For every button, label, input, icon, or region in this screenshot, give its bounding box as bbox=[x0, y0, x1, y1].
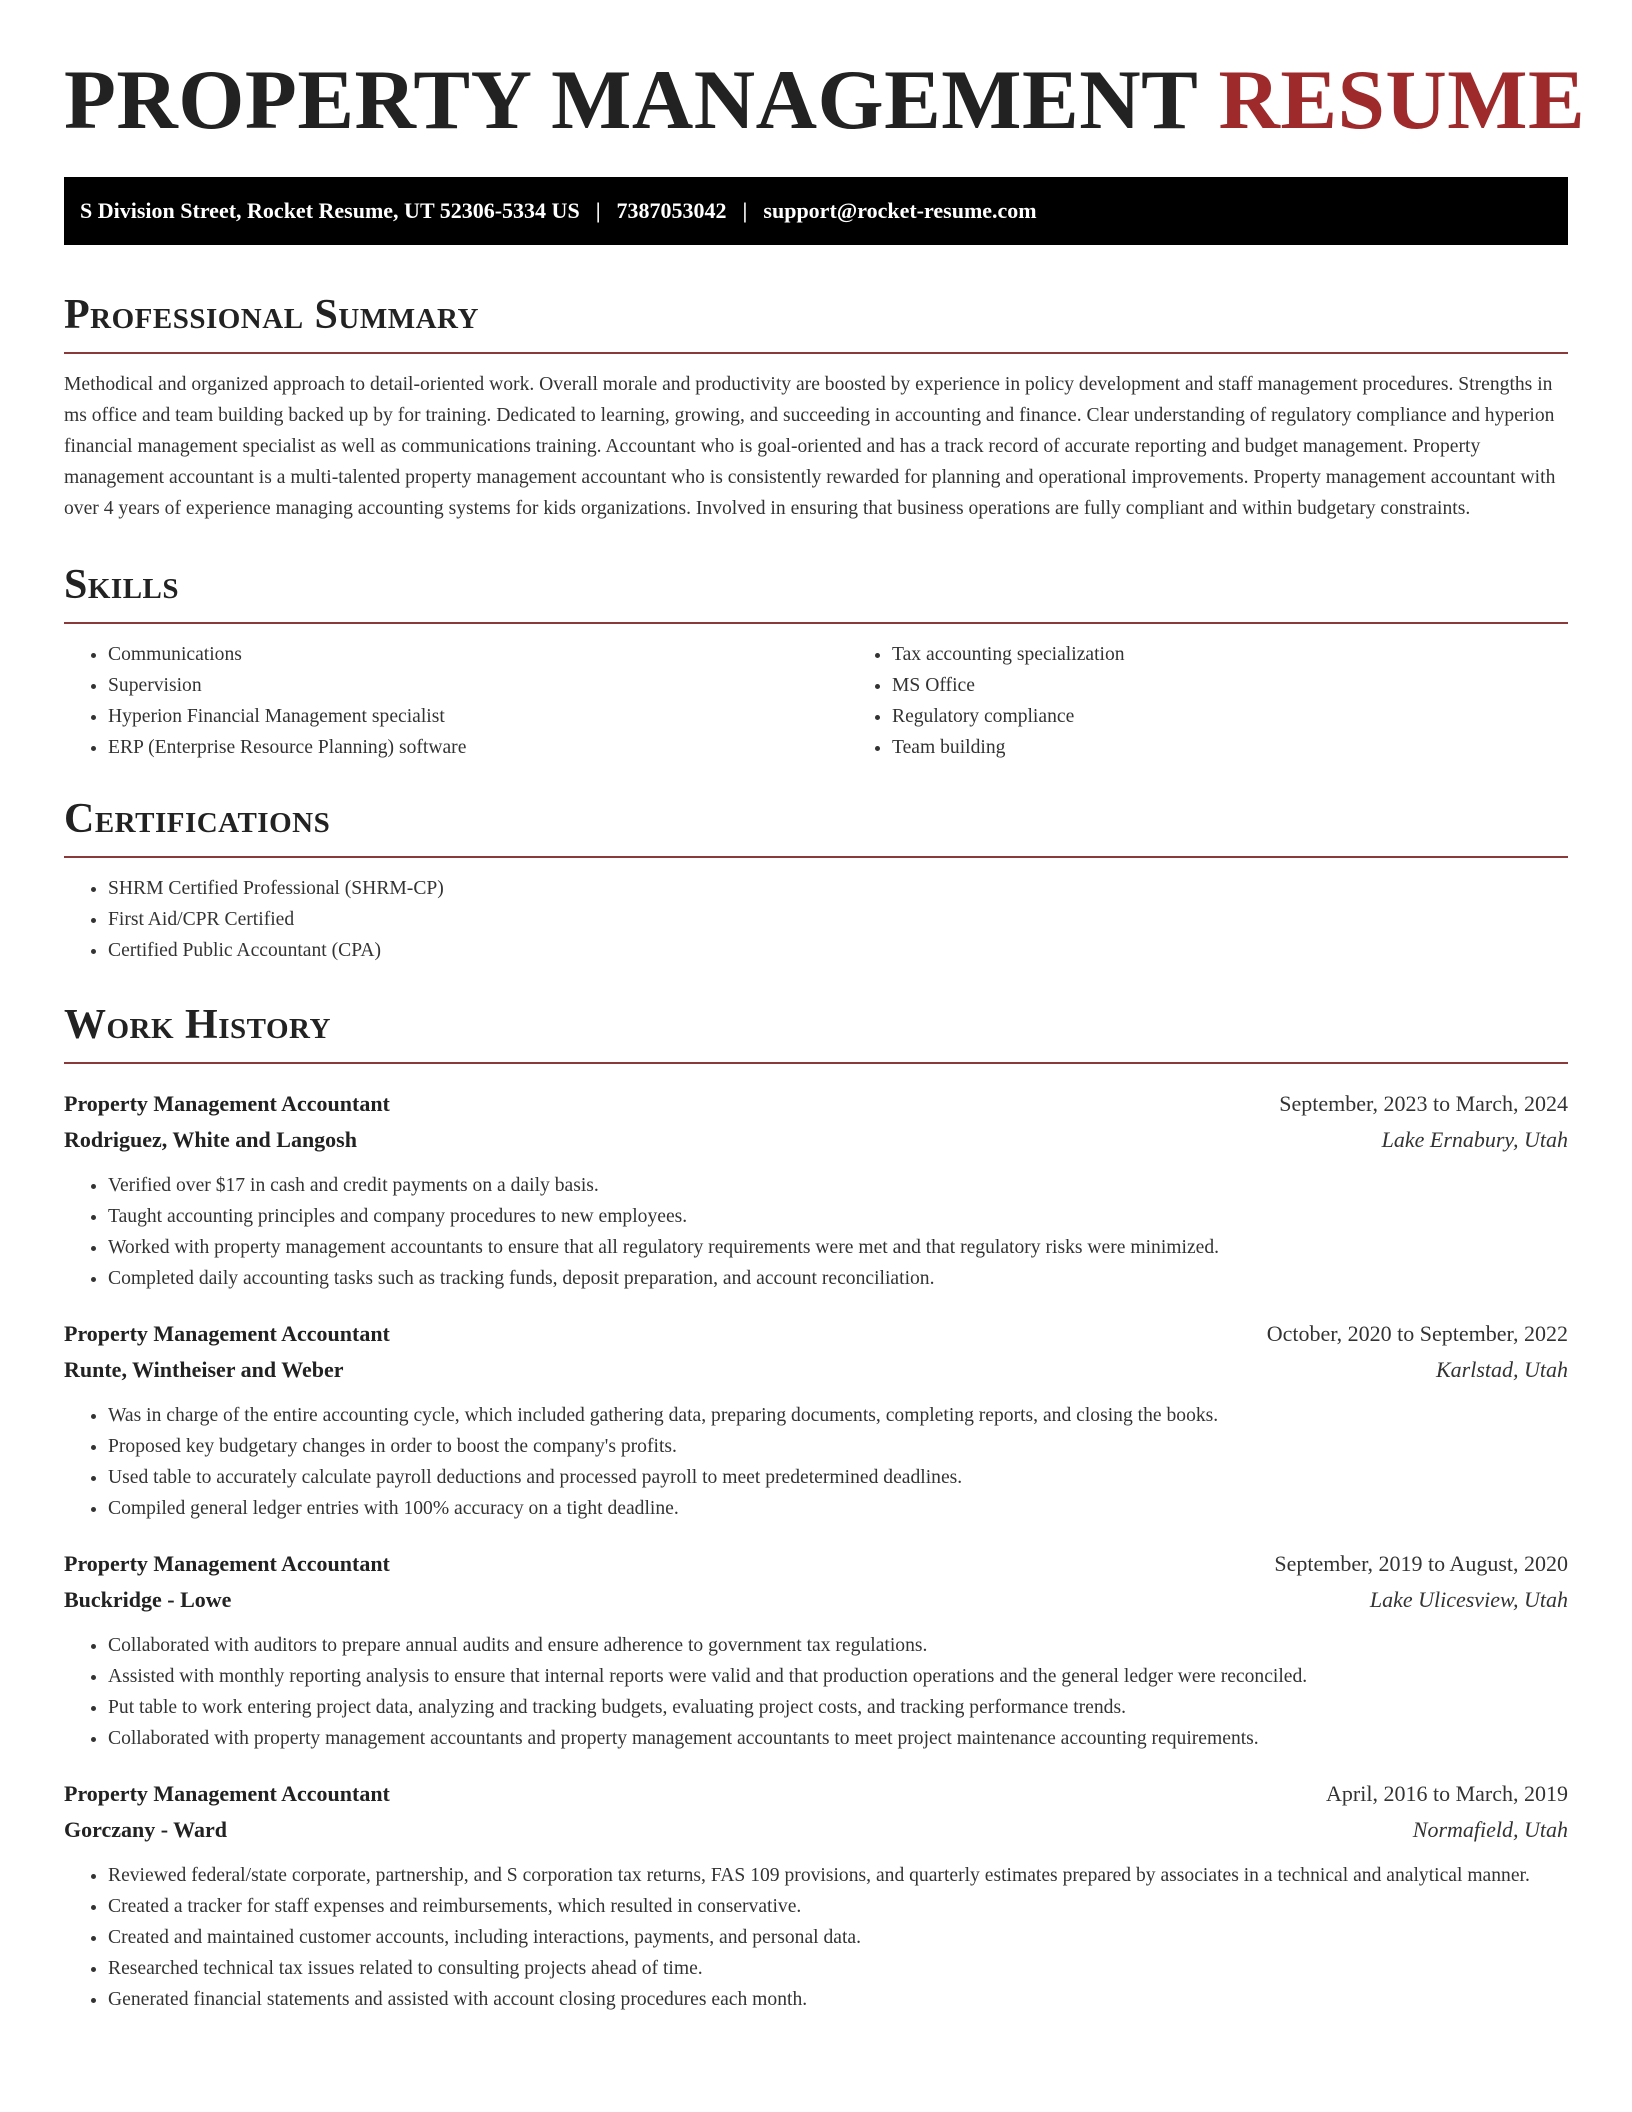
job-bullet: • Used table to accurately calculate payroll deductions and processed payroll to meet predetermined deadlines. bbox=[108, 1462, 1568, 1493]
job-entry bbox=[64, 1086, 1568, 1294]
section-divider bbox=[64, 622, 1568, 624]
certification-item: • SHRM Certified Professional (SHRM-CP) bbox=[108, 873, 1568, 904]
job-bullet: • Proposed key budgetary changes in order to boost the company's profits. bbox=[108, 1431, 1568, 1462]
contact-phone: 7387053042 bbox=[616, 198, 727, 223]
job-bullet: • Created a tracker for staff expenses and reimbursements, which resulted in conservative. bbox=[108, 1891, 1568, 1922]
title-accent: RESUME bbox=[1218, 53, 1586, 147]
contact-address: S Division Street, Rocket Resume, UT 52306-5334 US bbox=[80, 198, 580, 223]
job-bullet: • Collaborated with property management accountants and property management accountants to meet project maintenance accounting requirements. bbox=[108, 1723, 1568, 1754]
summary-text: Methodical and organized approach to detail-oriented work. Overall morale and productivity are boosted by experience in policy development and staff management procedures. Strengths in ms office and team building backed up by for training. Dedicated to learning, growing, and succeeding in accounting and finance. Clear understanding of regulatory compliance and hyperion financial management specialist as well as communications training. Accountant who is goal-oriented and has a track record of accurate reporting and budget management. Property management accountant is a multi-talented property management accountant who is consistently rewarded for planning and operational improvements. Property management accountant with over 4 years of experience managing accounting systems for kids organizations. Involved in ensuring that business operations are fully compliant and within budgetary constraints. bbox=[64, 374, 1556, 519]
job-entry bbox=[64, 1316, 1568, 1524]
skill-item: • Hyperion Financial Management specialist bbox=[108, 701, 848, 732]
skill-item: • Tax accounting specialization bbox=[892, 639, 1632, 670]
section-divider bbox=[64, 352, 1568, 354]
job-location: Lake Ulicesview, Utah bbox=[1369, 1587, 1568, 1612]
job-bullet: • Was in charge of the entire accounting cycle, which included gathering data, preparing documents, completing reports, and closing the books. bbox=[108, 1400, 1568, 1431]
job-dates: April, 2016 to March, 2019 bbox=[1326, 1781, 1568, 1806]
certification-item: • Certified Public Accountant (CPA) bbox=[108, 935, 1568, 966]
job-bullet: • Compiled general ledger entries with 100% accuracy on a tight deadline. bbox=[108, 1493, 1568, 1524]
job-location: Karlstad, Utah bbox=[1435, 1357, 1568, 1382]
job-bullet: • Created and maintained customer accounts, including interactions, payments, and personal data. bbox=[108, 1922, 1568, 1953]
job-company: Runte, Wintheiser and Weber bbox=[64, 1357, 344, 1382]
job-bullet: • Put table to work entering project data, analyzing and tracking budgets, evaluating project costs, and tracking performance trends. bbox=[108, 1692, 1568, 1723]
job-location: Lake Ernabury, Utah bbox=[1381, 1127, 1568, 1152]
job-bullets bbox=[64, 1170, 1568, 1294]
job-title: Property Management Accountant bbox=[64, 1321, 390, 1346]
job-bullet: • Taught accounting principles and company procedures to new employees. bbox=[108, 1201, 1568, 1232]
section-heading: Certifications bbox=[64, 796, 331, 842]
job-company: Gorczany - Ward bbox=[64, 1817, 227, 1842]
contact-email: support@rocket-resume.com bbox=[763, 198, 1037, 223]
job-bullet: • Assisted with monthly reporting analysis to ensure that internal reports were valid and that production operations and the general ledger were reconciled. bbox=[108, 1661, 1568, 1692]
skills-section bbox=[64, 564, 1568, 763]
certifications-list bbox=[64, 873, 1568, 966]
contact-bar bbox=[64, 177, 1568, 245]
section-divider bbox=[64, 1062, 1568, 1064]
resume-page bbox=[64, 0, 1586, 2015]
section-heading: Professional Summary bbox=[64, 292, 479, 338]
resume-title bbox=[64, 53, 1586, 147]
job-bullet: • Reviewed federal/state corporate, partnership, and S corporation tax returns, FAS 109 provisions, and quarterly estimates prepared by associates in a technical and analytical manner. bbox=[108, 1860, 1568, 1891]
skills-columns bbox=[64, 639, 1568, 763]
summary-section bbox=[64, 294, 1568, 524]
job-dates: September, 2019 to August, 2020 bbox=[1274, 1551, 1568, 1576]
skill-item: • ERP (Enterprise Resource Planning) software bbox=[108, 732, 848, 763]
job-bullet: • Verified over $17 in cash and credit payments on a daily basis. bbox=[108, 1170, 1568, 1201]
section-divider bbox=[64, 856, 1568, 858]
contact-separator: | bbox=[595, 198, 601, 223]
job-title: Property Management Accountant bbox=[64, 1551, 390, 1576]
skill-item: • Supervision bbox=[108, 670, 848, 701]
section-heading: Work History bbox=[64, 1002, 331, 1048]
skills-list-right bbox=[848, 639, 1632, 763]
job-dates: September, 2023 to March, 2024 bbox=[1279, 1091, 1568, 1116]
certification-item: • First Aid/CPR Certified bbox=[108, 904, 1568, 935]
job-bullet: • Worked with property management accountants to ensure that all regulatory requirements were met and that regulatory risks were minimized. bbox=[108, 1232, 1568, 1263]
skill-item: • MS Office bbox=[892, 670, 1632, 701]
job-company: Rodriguez, White and Langosh bbox=[64, 1127, 357, 1152]
job-bullet: • Generated financial statements and assisted with account closing procedures each month. bbox=[108, 1984, 1568, 2015]
skill-item: • Regulatory compliance bbox=[892, 701, 1632, 732]
job-bullet: • Researched technical tax issues related to consulting projects ahead of time. bbox=[108, 1953, 1568, 1984]
job-bullets bbox=[64, 1630, 1568, 1754]
job-title: Property Management Accountant bbox=[64, 1781, 390, 1806]
job-entry bbox=[64, 1776, 1568, 2015]
contact-separator: | bbox=[742, 198, 748, 223]
job-entry bbox=[64, 1546, 1568, 1754]
job-bullet: • Completed daily accounting tasks such as tracking funds, deposit preparation, and account reconciliation. bbox=[108, 1263, 1568, 1294]
skills-list-left bbox=[64, 639, 848, 763]
skill-item: • Communications bbox=[108, 639, 848, 670]
work-history-section bbox=[64, 1004, 1568, 2015]
job-bullets bbox=[64, 1400, 1568, 1524]
section-heading: Skills bbox=[64, 562, 180, 608]
job-bullet: • Collaborated with auditors to prepare annual audits and ensure adherence to government tax regulations. bbox=[108, 1630, 1568, 1661]
title-main: PROPERTY MANAGEMENT bbox=[64, 53, 1197, 147]
certifications-section bbox=[64, 798, 1568, 966]
job-company: Buckridge - Lowe bbox=[64, 1587, 232, 1612]
job-location: Normafield, Utah bbox=[1412, 1817, 1568, 1842]
skill-item: • Team building bbox=[892, 732, 1632, 763]
job-dates: October, 2020 to September, 2022 bbox=[1266, 1321, 1568, 1346]
job-bullets bbox=[64, 1860, 1568, 2015]
job-title: Property Management Accountant bbox=[64, 1091, 390, 1116]
